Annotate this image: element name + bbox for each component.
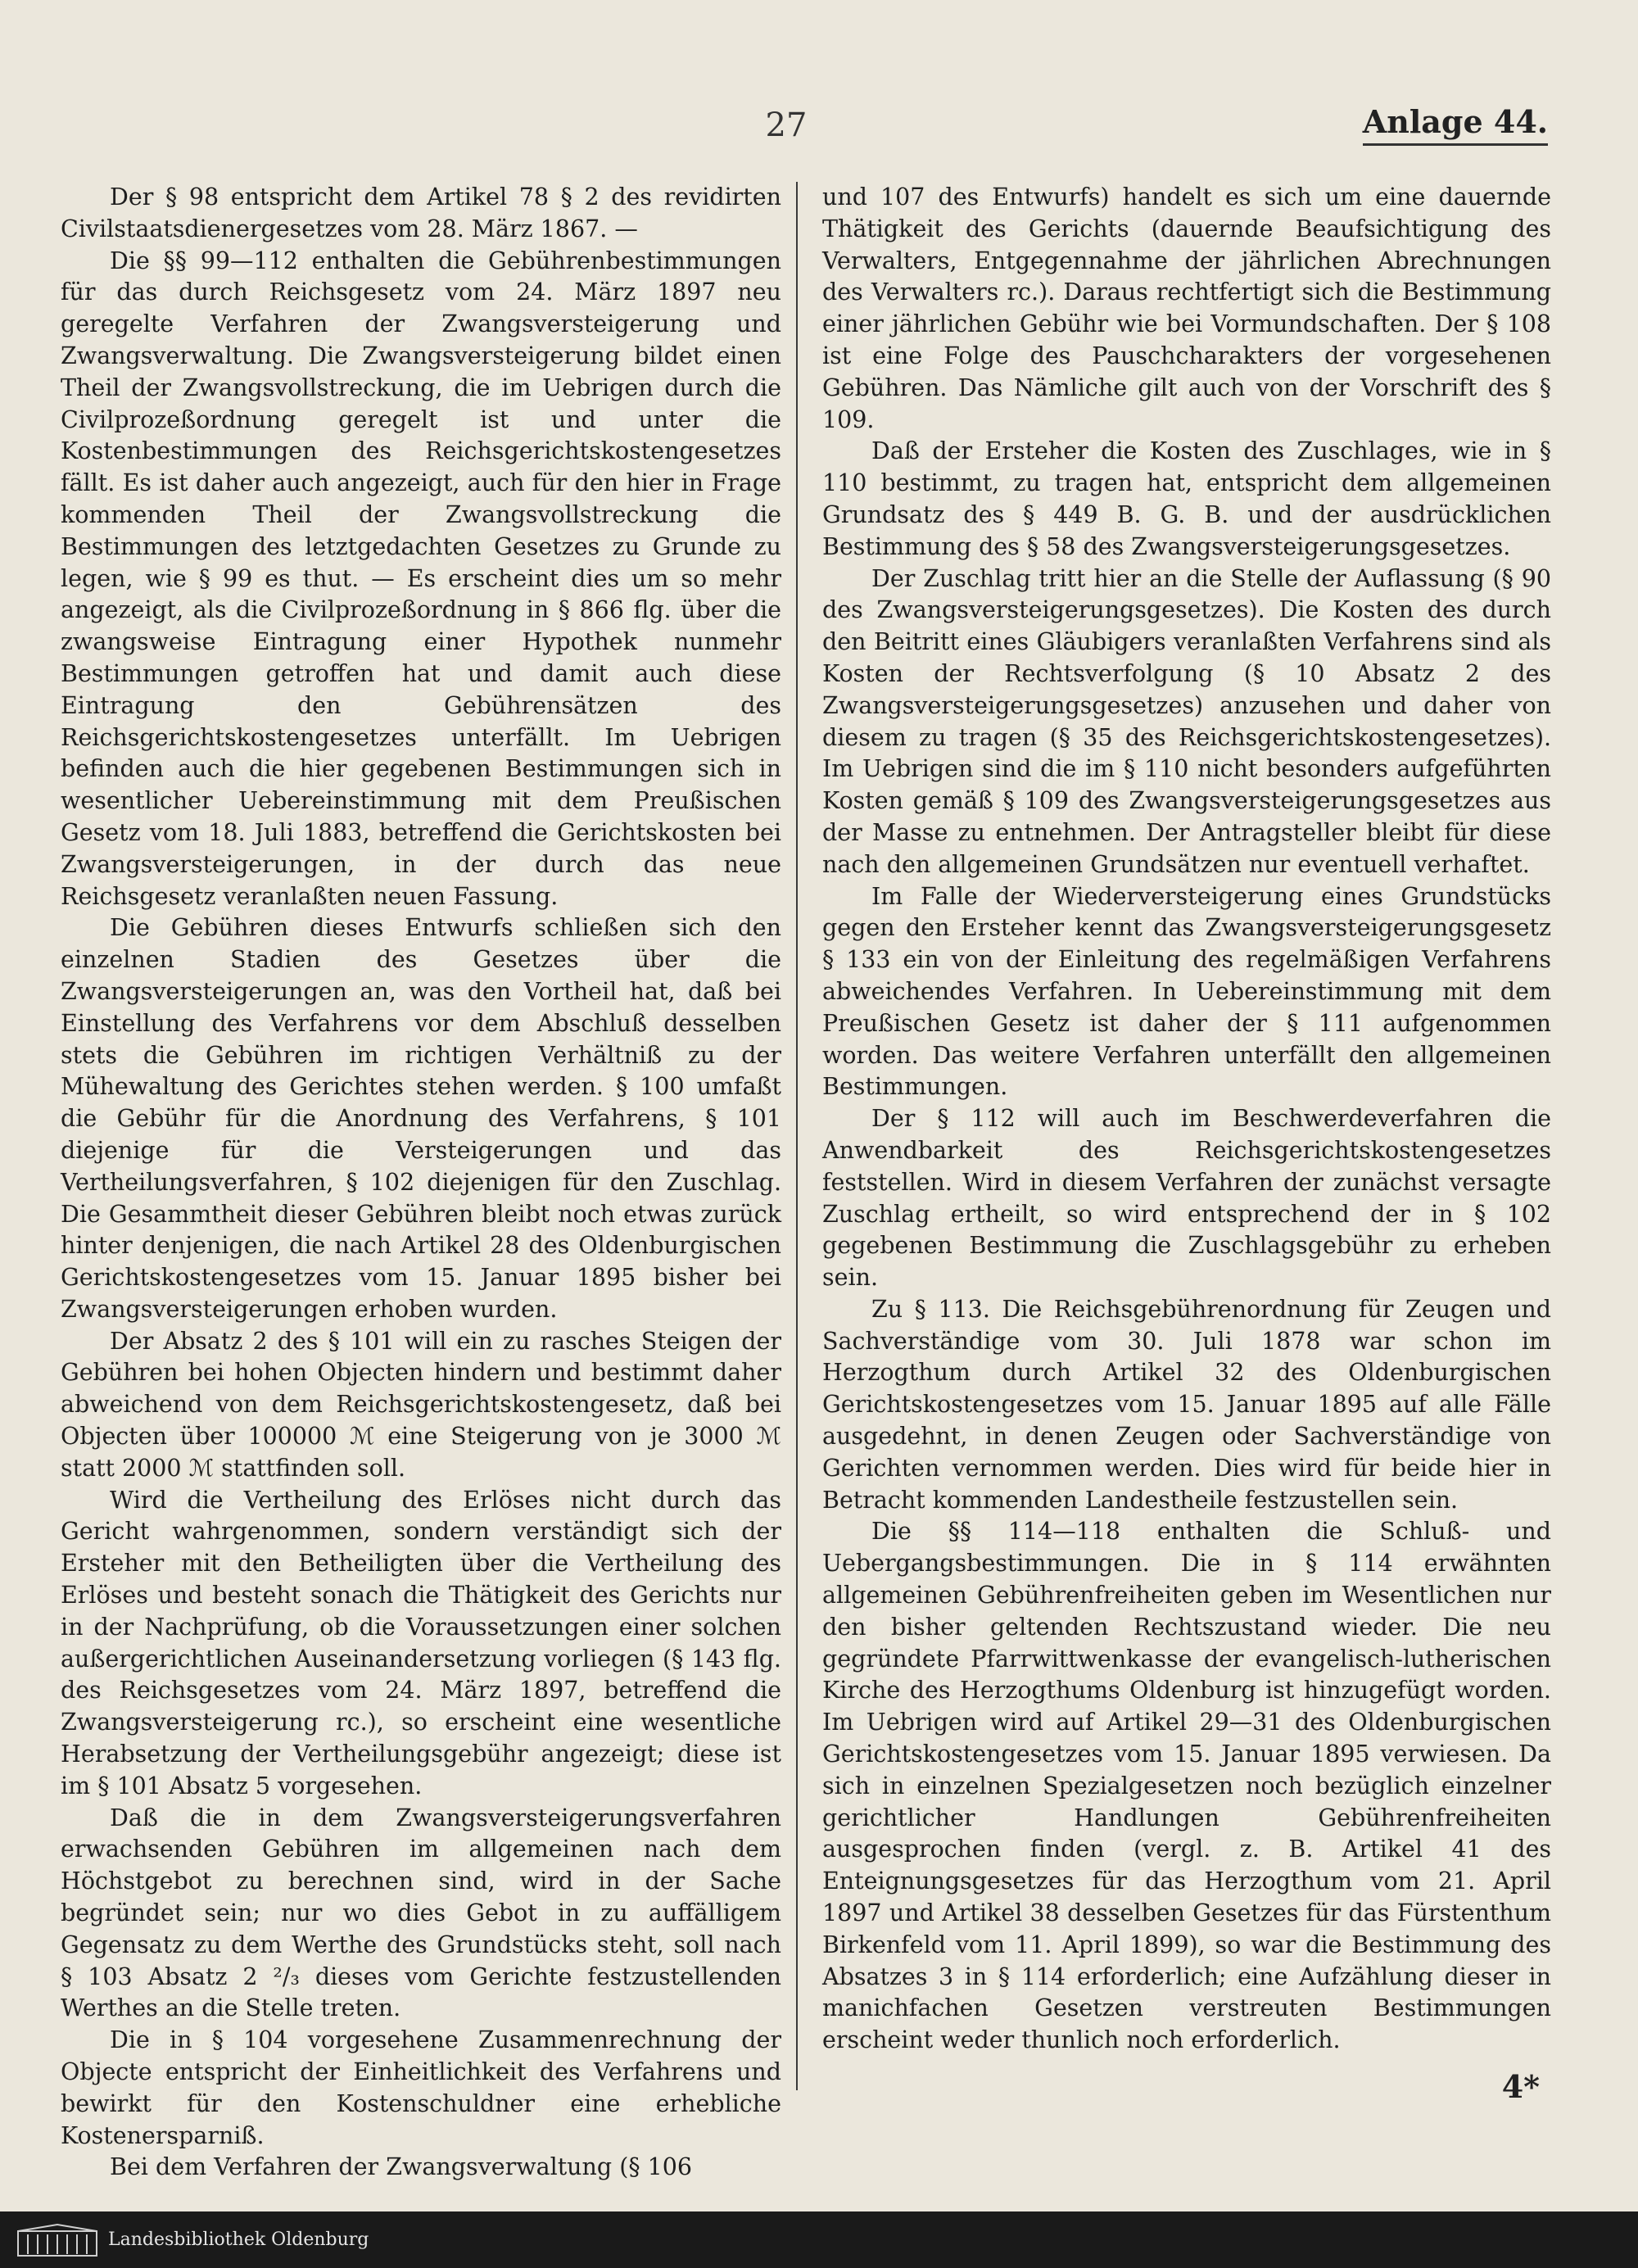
paragraph: Die Gebühren dieses Entwurfs schließen sich den einzelnen Stadien des Gesetzes über die Zwangsversteigerungen an, was den Vortheil hat, daß bei Einstellung des Verfahrens vor dem Abschluß desselben stets die Gebühren im richtigen Verhältniß zu der Mühewaltung des Gerichtes stehen werden. § 100 umfaßt die Gebühr für die Anordnung des Verfahrens, § 101 diejenige für die Versteigerungen und das Vertheilungsverfahren, § 102 diejenigen für den Zuschlag. Die Gesammtheit dieser Gebühren bleibt noch etwas zurück hinter denjenigen, die nach Artikel 28 des Oldenburgischen Gerichtskostengesetzes vom 15. Januar 1895 bisher bei Zwangsversteigerungen erhoben wurden. (61, 914, 781, 1323)
signature-mark: 4* (1501, 2068, 1540, 2105)
paragraph: Der Zuschlag tritt hier an die Stelle der Auflassung (§ 90 des Zwangsversteigerungsgesetzes). Die Kosten des durch den Beitritt eines Gläubigers veranlaßten Verfahrens sind als Kosten der Rechtsverfolgung (§ 10 Absatz 2 des Zwangsversteigerungsgesetzes) anzusehen und daher von diesem zu tragen (§ 35 des Reichsgerichtskostengesetzes). Im Uebrigen sind die im § 110 nicht besonders aufgeführten Kosten gemäß § 109 des Zwangsversteigerungsgesetzes aus der Masse zu entnehmen. Der Antragsteller bleibt für diese nach den allgemeinen Grundsätzen nur eventuell verhaftet. (822, 564, 1551, 878)
page-header (0, 98, 1638, 164)
paragraph: Daß der Ersteher die Kosten des Zuschlages, wie in § 110 bestimmt, zu tragen hat, entspricht dem allgemeinen Grundsatz des § 449 B. G. B. und der ausdrücklichen Bestimmung des § 58 des Zwangsversteigerungsgesetzes. (822, 437, 1551, 560)
footer-bar (0, 2211, 1638, 2268)
paragraph: Wird die Vertheilung des Erlöses nicht durch das Gericht wahrgenommen, sondern verständigt sich der Ersteher mit den Betheiligten über die Vertheilung des Erlöses und besteht sonach die Thätigkeit des Gerichts nur in der Nachprüfung, ob die Voraussetzungen einer solchen außergerichtlichen Auseinandersetzung vorliegen (§ 143 flg. des Reichsgesetzes vom 24. März 1897, betreffend die Zwangsversteigerung rc.), so erscheint eine wesentliche Herabsetzung der Vertheilungsgebühr angezeigt; diese ist im § 101 Absatz 5 vorgesehen. (61, 1486, 781, 1799)
paragraph: Bei dem Verfahren der Zwangsverwaltung (§ 106 (110, 2153, 693, 2181)
appendix-label: Anlage 44. (1363, 103, 1548, 146)
paragraph: Zu § 113. Die Reichsgebührenordnung für Zeugen und Sachverständige vom 30. Juli 1878 war schon im Herzogthum durch Artikel 32 des Oldenburgischen Gerichtskostengesetzes vom 15. Januar 1895 auf alle Fälle ausgedehnt, in denen Zeugen oder Sachverständige von Gerichten vernommen werden. Dies wird für beide hier in Betracht kommenden Landestheile festzustellen sein. (822, 1295, 1551, 1514)
left-column (61, 182, 781, 2184)
paragraph: Die in § 104 vorgesehene Zusammenrechnung der Objecte entspricht der Einheitlichkeit des Verfahrens und bewirkt für den Kostenschuldner eine erhebliche Kostenersparniß. (61, 2026, 781, 2149)
paragraph: Die §§ 99—112 enthalten die Gebührenbestimmungen für das durch Reichsgesetz vom 24. März 1897 neu geregelte Verfahren der Zwangsversteigerung und Zwangsverwaltung. Die Zwangsversteigerung bildet einen Theil der Zwangsvollstreckung, die im Uebrigen durch die Civilprozeßordnung geregelt ist und unter die Kostenbestimmungen des Reichsgerichtskostengesetzes fällt. Es ist daher auch angezeigt, auch für den hier in Frage kommenden Theil der Zwangsvollstreckung die Bestimmungen des letztgedachten Gesetzes zu Grunde zu legen, wie § 99 es thut. — Es erscheint dies um so mehr angezeigt, als die Civilprozeßordnung in § 866 flg. über die zwangsweise Eintragung einer Hypothek nunmehr Bestimmungen getroffen hat und damit auch diese Eintragung den Gebührensätzen des Reichsgerichtskostengesetzes unterfällt. Im Uebrigen befinden auch die hier gegebenen Bestimmungen sich in wesentlicher Uebereinstimmung mit dem Preußischen Gesetz vom 18. Juli 1883, betreffend die Gerichtskosten bei Zwangsversteigerungen, in der durch das neue Reichsgesetz veranlaßten neuen Fassung. (61, 247, 781, 910)
paragraph: Im Falle der Wiederversteigerung eines Grundstücks gegen den Ersteher kennt das Zwangsversteigerungsgesetz § 133 ein von der Einleitung des regelmäßigen Verfahrens abweichendes Verfahren. In Uebereinstimmung mit dem Preußischen Gesetz ist daher der § 111 aufgenommen worden. Das weitere Verfahren unterfällt den allgemeinen Bestimmungen. (822, 882, 1551, 1101)
column-divider (796, 182, 798, 2090)
library-name: Landesbibliothek Oldenburg (108, 2230, 369, 2250)
paragraph: Die §§ 114—118 enthalten die Schluß- und Uebergangsbestimmungen. Die in § 114 erwähnten allgemeinen Gebührenfreiheiten geben im Wesentlichen nur den bisher geltenden Rechtszustand wieder. Die neu gegründete Pfarrwittwenkasse der evangelisch-lutherischen Kirche des Herzogthums Oldenburg ist hinzugefügt worden. Im Uebrigen wird auf Artikel 29—31 des Oldenburgischen Gerichtskostengesetzes vom 15. Januar 1895 verwiesen. Da sich in einzelnen Spezialgesetzen noch bezüglich einzelner gerichtlicher Handlungen Gebührenfreiheiten ausgesprochen finden (vergl. z. B. Artikel 41 des Enteignungsgesetzes für das Herzogthum vom 21. April 1897 und Artikel 38 desselben Gesetzes für das Fürstenthum Birkenfeld vom 11. April 1899), so war die Bestimmung des Absatzes 3 in § 114 erforderlich; eine Aufzählung dieser in manichfachen Gesetzen verstreuten Bestimmungen erscheint weder thunlich noch erforderlich. (822, 1518, 1551, 2054)
paragraph: Daß die in dem Zwangsversteigerungsverfahren erwachsenden Gebühren im allgemeinen nach dem Höchstgebot zu berechnen sind, wird in der Sache begründet sein; nur wo dies Gebot in zu auffälligem Gegensatz zu dem Werthe des Grundstücks steht, soll nach § 103 Absatz 2 ²/₃ dieses vom Gerichte festzustellenden Werthes an die Stelle treten. (61, 1804, 781, 2022)
paragraph: und 107 des Entwurfs) handelt es sich um eine dauernde Thätigkeit des Gerichts (dauernde Beaufsichtigung des Verwalters, Entgegennahme der jährlichen Abrechnungen des Verwalters rc.). Daraus rechtfertigt sich die Bestimmung einer jährlichen Gebühr wie bei Vormundschaften. Der § 108 ist eine Folge des Pauschcharakters der vorgesehenen Gebühren. Das Nämliche gilt auch von der Vorschrift des § 109. (822, 183, 1551, 433)
paragraph: Der Absatz 2 des § 101 will ein zu rasches Steigen der Gebühren bei hohen Objecten hindern und bestimmt daher abweichend von dem Reichsgerichtskostengesetz, daß bei Objecten über 100000 ℳ eine Steigerung von je 3000 ℳ statt 2000 ℳ stattfinden soll. (61, 1327, 781, 1482)
library-building-icon (16, 2223, 98, 2257)
paragraph: Der § 98 entspricht dem Artikel 78 § 2 des revidirten Civilstaatsdienergesetzes vom 28. März 1867. — (61, 183, 781, 242)
page-number: 27 (765, 106, 808, 144)
paragraph: Der § 112 will auch im Beschwerdeverfahren die Anwendbarkeit des Reichsgerichtskostengesetzes feststellen. Wird in diesem Verfahren der zunächst versagte Zuschlag ertheilt, so wird entsprechend der in § 102 gegebenen Bestimmung die Zuschlagsgebühr zu erheben sein. (822, 1105, 1551, 1292)
right-column (822, 182, 1551, 2057)
